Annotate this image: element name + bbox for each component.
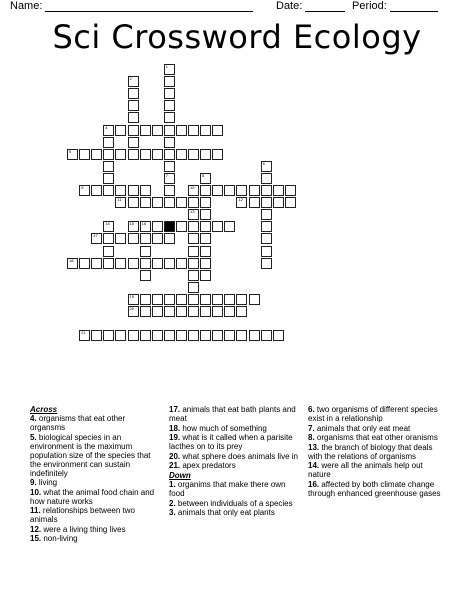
grid-cell[interactable]	[212, 185, 223, 196]
clue-item	[169, 405, 302, 423]
grid-cell[interactable]	[200, 306, 211, 317]
clue-number: 14.	[308, 461, 320, 470]
grid-cell[interactable]	[164, 161, 175, 172]
clue-item	[308, 461, 444, 479]
grid-cell[interactable]	[67, 149, 78, 160]
cell-number: 1	[165, 64, 169, 69]
grid-cell[interactable]	[200, 246, 211, 257]
clue-item	[308, 443, 444, 461]
grid-cell[interactable]	[164, 112, 175, 123]
clue-item	[30, 478, 162, 487]
grid-cell[interactable]	[140, 233, 151, 244]
grid-cell[interactable]	[200, 149, 211, 160]
grid-cell[interactable]	[188, 258, 199, 269]
grid-cell[interactable]	[285, 197, 296, 208]
grid-cell[interactable]	[224, 306, 235, 317]
grid-cell[interactable]	[103, 137, 114, 148]
clue-item	[308, 433, 444, 442]
date-label: Date:	[276, 0, 303, 12]
grid-cell[interactable]	[164, 306, 175, 317]
grid-cell[interactable]	[200, 173, 211, 184]
clue-number: 17.	[169, 405, 181, 414]
cell-number: 5	[69, 148, 72, 154]
clue-item	[308, 424, 444, 433]
grid-cell[interactable]	[152, 233, 163, 244]
cell-number: 13	[190, 209, 195, 215]
clue-item	[30, 433, 162, 478]
grid-cell[interactable]	[140, 197, 151, 208]
grid-cell[interactable]	[164, 173, 175, 184]
grid-cell[interactable]	[140, 246, 151, 257]
grid-cell[interactable]	[164, 88, 175, 99]
cell-number: 6	[262, 160, 265, 166]
grid-cell[interactable]	[140, 149, 151, 160]
grid-cell[interactable]	[103, 330, 114, 341]
clue-column-1	[30, 405, 162, 544]
grid-cell[interactable]	[91, 233, 102, 244]
grid-cell[interactable]	[152, 294, 163, 305]
grid-cell[interactable]	[188, 282, 199, 293]
date-line[interactable]	[305, 1, 345, 12]
grid-cell[interactable]	[115, 258, 126, 269]
date-field[interactable]	[276, 0, 345, 12]
clue-number: 13.	[308, 442, 320, 452]
clue-text: living	[36, 478, 58, 487]
clue-text: animals that only eat meat	[314, 423, 411, 433]
grid-cell[interactable]	[200, 209, 211, 220]
clue-text: were a living thing lives	[41, 524, 126, 534]
grid-cell[interactable]	[164, 149, 175, 160]
cell-number: 7	[165, 172, 169, 178]
clue-text: what the animal food chain and how nature works	[30, 487, 155, 506]
grid-cell[interactable]	[140, 306, 151, 317]
clue-number: 5.	[30, 432, 37, 442]
black-cell	[164, 221, 175, 232]
grid-cell[interactable]	[140, 185, 151, 196]
grid-cell[interactable]	[249, 197, 260, 208]
grid-cell[interactable]	[212, 221, 223, 232]
grid-cell[interactable]	[140, 258, 151, 269]
grid-cell[interactable]	[200, 330, 211, 341]
grid-cell[interactable]	[200, 197, 211, 208]
clue-number: 7.	[308, 423, 315, 433]
grid-cell[interactable]	[200, 233, 211, 244]
grid-cell[interactable]	[261, 185, 272, 196]
clue-number: 4.	[30, 414, 37, 423]
grid-cell[interactable]	[152, 330, 163, 341]
grid-cell[interactable]	[273, 197, 284, 208]
cell-number: 4	[105, 124, 108, 130]
clue-number: 1.	[169, 480, 176, 489]
grid-cell[interactable]	[188, 270, 199, 281]
grid-cell[interactable]	[212, 294, 223, 305]
grid-cell[interactable]	[236, 185, 247, 196]
grid-cell[interactable]	[236, 306, 247, 317]
grid-cell[interactable]	[115, 149, 126, 160]
clue-item	[169, 480, 302, 498]
grid-cell[interactable]	[128, 306, 139, 317]
period-field[interactable]	[352, 0, 438, 12]
grid-cell[interactable]	[273, 185, 284, 196]
clue-column-3	[308, 405, 444, 498]
grid-cell[interactable]	[200, 294, 211, 305]
cell-number: 18	[69, 257, 74, 263]
grid-cell[interactable]	[164, 76, 175, 87]
clue-text: animals that only eat plants	[175, 508, 275, 517]
grid-cell[interactable]	[176, 149, 187, 160]
grid-cell[interactable]	[164, 64, 175, 75]
grid-cell[interactable]	[261, 197, 272, 208]
clue-item	[30, 488, 162, 506]
name-line[interactable]	[45, 1, 253, 12]
grid-cell[interactable]	[128, 294, 139, 305]
grid-cell[interactable]	[79, 258, 90, 269]
grid-cell[interactable]	[152, 258, 163, 269]
grid-cell[interactable]	[79, 149, 90, 160]
grid-cell[interactable]	[164, 125, 175, 136]
grid-cell[interactable]	[140, 125, 151, 136]
grid-cell[interactable]	[91, 330, 102, 341]
clue-column-2	[169, 405, 302, 518]
grid-cell[interactable]	[128, 88, 139, 99]
clue-text: what sphere does animals live in	[180, 451, 298, 461]
cell-number: 11	[117, 197, 122, 203]
grid-cell[interactable]	[128, 76, 139, 87]
grid-cell[interactable]	[152, 125, 163, 136]
clue-text: apex predators	[180, 461, 236, 470]
grid-cell[interactable]	[261, 258, 272, 269]
grid-cell[interactable]	[176, 125, 187, 136]
grid-cell[interactable]	[164, 100, 175, 111]
clue-item	[169, 452, 302, 461]
clue-text: affected by both climate change through enhanced greenhouse gases	[308, 479, 441, 498]
clue-item	[169, 499, 302, 508]
grid-cell[interactable]	[128, 125, 139, 136]
grid-cell[interactable]	[164, 185, 175, 196]
grid-cell[interactable]	[176, 258, 187, 269]
grid-cell[interactable]	[188, 209, 199, 220]
grid-cell[interactable]	[103, 173, 114, 184]
grid-cell[interactable]	[212, 149, 223, 160]
grid-cell[interactable]	[224, 330, 235, 341]
grid-cell[interactable]	[249, 294, 260, 305]
grid-cell[interactable]	[152, 221, 163, 232]
grid-cell[interactable]	[164, 330, 175, 341]
clue-text: organisms that eat other oranisms	[314, 433, 438, 442]
cell-number: 9	[81, 185, 84, 190]
grid-cell[interactable]	[103, 233, 114, 244]
grid-cell[interactable]	[128, 330, 139, 341]
grid-cell[interactable]	[128, 185, 139, 196]
grid-cell[interactable]	[224, 221, 235, 232]
grid-cell[interactable]	[164, 233, 175, 244]
clue-item	[169, 424, 302, 433]
grid-cell[interactable]	[188, 246, 199, 257]
grid-cell[interactable]	[128, 197, 139, 208]
grid-cell[interactable]	[188, 197, 199, 208]
grid-cell[interactable]	[152, 197, 163, 208]
grid-cell[interactable]	[212, 125, 223, 136]
grid-cell[interactable]	[236, 197, 247, 208]
grid-cell[interactable]	[236, 294, 247, 305]
grid-cell[interactable]	[188, 185, 199, 196]
grid-cell[interactable]	[188, 294, 199, 305]
grid-cell[interactable]	[188, 306, 199, 317]
page-title: Sci Crossword Ecology	[52, 18, 422, 56]
grid-cell[interactable]	[128, 258, 139, 269]
clue-text: relationships between two animals	[30, 506, 135, 524]
grid-cell[interactable]	[212, 330, 223, 341]
grid-cell[interactable]	[249, 330, 260, 341]
grid-cell[interactable]	[164, 137, 175, 148]
grid-cell[interactable]	[224, 185, 235, 196]
clue-item	[169, 508, 302, 517]
cell-number: 17	[93, 233, 98, 239]
grid-cell[interactable]	[261, 330, 272, 341]
grid-cell[interactable]	[91, 149, 102, 160]
clue-number: 2.	[169, 498, 176, 508]
clue-number: 20.	[169, 451, 181, 461]
grid-cell[interactable]	[188, 221, 199, 232]
clue-item	[308, 480, 444, 498]
grid-cell[interactable]	[115, 185, 126, 196]
grid-cell[interactable]	[103, 125, 114, 136]
grid-cell[interactable]	[200, 258, 211, 269]
clue-number: 6.	[308, 405, 315, 414]
period-label: Period:	[352, 0, 387, 12]
grid-cell[interactable]	[152, 149, 163, 160]
clue-text: non-living	[41, 534, 78, 543]
clue-item	[30, 534, 162, 543]
grid-cell[interactable]	[200, 125, 211, 136]
clue-number: 3.	[169, 508, 176, 517]
cell-number: 10	[190, 185, 195, 190]
clue-number: 9.	[30, 478, 37, 487]
grid-cell[interactable]	[103, 258, 114, 269]
grid-cell[interactable]	[164, 258, 175, 269]
clue-text: the branch of biology that deals with the relations of organisms	[308, 442, 433, 461]
period-line[interactable]	[390, 1, 438, 12]
grid-cell[interactable]	[261, 173, 272, 184]
clue-text: were all the animals help out nature	[308, 461, 423, 479]
name-field[interactable]	[10, 0, 253, 12]
clue-item	[30, 414, 162, 432]
clue-number: 19.	[169, 433, 181, 442]
grid-cell[interactable]	[176, 294, 187, 305]
clue-text: two organisms of different species exist in a relationship	[308, 405, 438, 423]
grid-cell[interactable]	[176, 306, 187, 317]
grid-cell[interactable]	[128, 221, 139, 232]
cell-number: 12	[238, 197, 243, 203]
clue-number: 21.	[169, 461, 181, 470]
grid-cell[interactable]	[188, 149, 199, 160]
grid-cell[interactable]	[103, 221, 114, 232]
clue-number: 12.	[30, 524, 42, 534]
down-heading: Down	[169, 471, 191, 480]
cell-number: 2	[129, 76, 132, 82]
grid-cell[interactable]	[261, 233, 272, 244]
clue-number: 15.	[30, 534, 42, 543]
cell-number: 15	[129, 221, 134, 227]
clue-text: organisms that eat other organsms	[30, 414, 126, 432]
grid-cell[interactable]	[261, 209, 272, 220]
grid-cell[interactable]	[200, 221, 211, 232]
clue-text: organims that make there own food	[169, 480, 286, 498]
grid-cell[interactable]	[261, 246, 272, 257]
clue-item	[30, 506, 162, 524]
grid-cell[interactable]	[128, 149, 139, 160]
worksheet-header	[0, 0, 474, 14]
grid-cell[interactable]	[128, 100, 139, 111]
grid-cell[interactable]	[176, 197, 187, 208]
grid-cell[interactable]	[103, 246, 114, 257]
grid-cell[interactable]	[103, 161, 114, 172]
grid-cell[interactable]	[128, 233, 139, 244]
grid-cell[interactable]	[188, 125, 199, 136]
clue-text: animals that eat bath plants and meat	[169, 405, 296, 423]
clue-number: 16.	[308, 479, 320, 489]
grid-cell[interactable]	[91, 258, 102, 269]
cell-number: 8	[202, 172, 205, 178]
grid-cell[interactable]	[236, 330, 247, 341]
across-heading: Across	[30, 405, 58, 414]
grid-cell[interactable]	[128, 112, 139, 123]
clue-item	[30, 525, 162, 534]
clue-item	[169, 461, 302, 470]
grid-cell[interactable]	[249, 185, 260, 196]
grid-cell[interactable]	[188, 233, 199, 244]
grid-cell[interactable]	[140, 330, 151, 341]
grid-cell[interactable]	[79, 185, 90, 196]
grid-cell[interactable]	[91, 185, 102, 196]
cell-number: 19	[129, 293, 134, 299]
clue-number: 18.	[169, 423, 181, 433]
clue-item	[308, 405, 444, 423]
grid-cell[interactable]	[140, 294, 151, 305]
grid-cell[interactable]	[152, 306, 163, 317]
grid-cell[interactable]	[140, 221, 151, 232]
clue-text: what is it called when a parisite lacthes on to its prey	[169, 433, 293, 451]
grid-cell[interactable]	[79, 330, 90, 341]
grid-cell[interactable]	[261, 161, 272, 172]
cell-number: 14	[105, 221, 110, 227]
grid-cell[interactable]	[212, 306, 223, 317]
grid-cell[interactable]	[224, 294, 235, 305]
grid-cell[interactable]	[140, 270, 151, 281]
clue-item	[169, 433, 302, 451]
grid-cell[interactable]	[261, 221, 272, 232]
clue-number: 11.	[30, 506, 41, 515]
grid-cell[interactable]	[103, 185, 114, 196]
grid-cell[interactable]	[273, 330, 284, 341]
grid-cell[interactable]	[103, 149, 114, 160]
cell-number: 20	[129, 306, 134, 311]
grid-cell[interactable]	[176, 330, 187, 341]
grid-cell[interactable]	[176, 221, 187, 232]
grid-cell[interactable]	[115, 330, 126, 341]
grid-cell[interactable]	[115, 125, 126, 136]
grid-cell[interactable]	[67, 258, 78, 269]
grid-cell[interactable]	[164, 294, 175, 305]
cell-number: 16	[141, 221, 147, 227]
grid-cell[interactable]	[128, 137, 139, 148]
grid-cell[interactable]	[285, 185, 296, 196]
clue-text: how much of something	[180, 423, 267, 433]
grid-cell[interactable]	[200, 185, 211, 196]
name-label: Name:	[10, 0, 43, 12]
clue-text: biological species in an environment is the maximum population size of the species that the environment can sustain indefinitely	[30, 432, 151, 478]
grid-cell[interactable]	[115, 233, 126, 244]
cell-number: 21	[81, 330, 86, 336]
clue-number: 8.	[308, 433, 315, 442]
grid-cell[interactable]	[188, 330, 199, 341]
grid-cell[interactable]	[115, 197, 126, 208]
grid-cell[interactable]	[164, 197, 175, 208]
clue-number: 10.	[30, 487, 42, 497]
clue-text: between individuals of a species	[175, 498, 293, 508]
grid-cell[interactable]	[200, 270, 211, 281]
